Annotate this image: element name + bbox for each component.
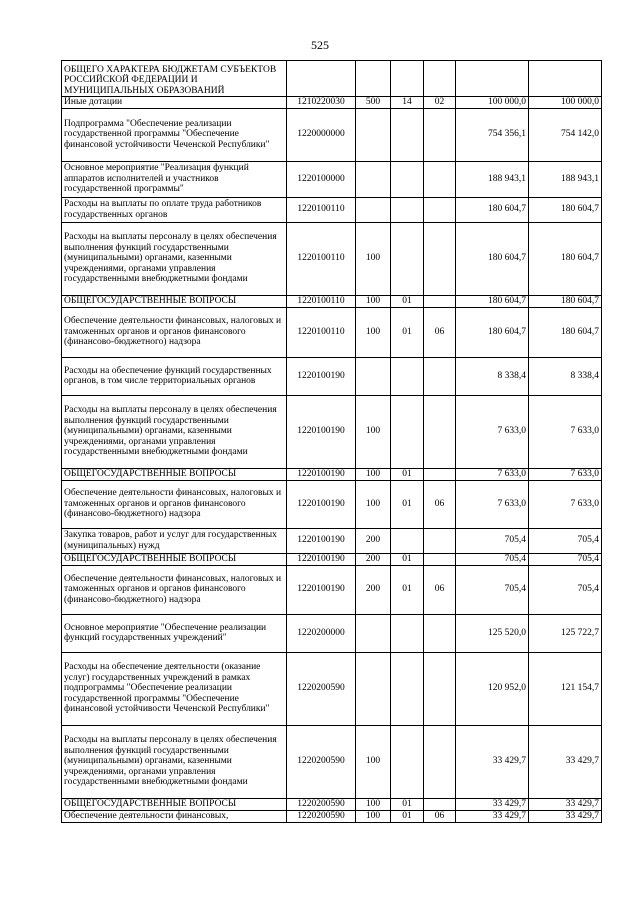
cell-section [391,222,424,295]
cell-section: 01 [391,295,424,307]
table-row [62,61,602,97]
cell-section [391,161,424,197]
cell-subsection [424,197,456,222]
cell-name: ОБЩЕГОСУДАРСТВЕННЫЕ ВОПРОСЫ [62,553,287,565]
budget-table [61,60,602,823]
cell-amount-year1 [456,61,529,97]
cell-subsection [424,725,456,798]
cell-name: ОБЩЕГОСУДАРСТВЕННЫЕ ВОПРОСЫ [62,468,287,480]
cell-target-code: 1220100190 [287,357,356,395]
cell-section: 01 [391,468,424,480]
cell-target-code: 1220100110 [287,197,356,222]
cell-amount-year2: 705,4 [529,565,602,614]
cell-name: Основное мероприятие "Реализация функций аппаратов исполнителей и участников государственной программы" [62,161,287,197]
cell-amount-year2: 125 722,7 [529,614,602,652]
cell-subsection [424,295,456,307]
table-row [62,810,602,822]
table-row [62,565,602,614]
cell-section [391,725,424,798]
cell-section [391,395,424,468]
table-row [62,468,602,480]
cell-target-code: 1220100190 [287,468,356,480]
cell-name: Расходы на выплаты по оплате труда работников государственных органов [62,197,287,222]
cell-expense-type [356,652,391,725]
cell-name: ОБЩЕГО ХАРАКТЕРА БЮДЖЕТАМ СУБЪЕКТОВ РОССИЙСКОЙ ФЕДЕРАЦИИ И МУНИЦИПАЛЬНЫХ ОБРАЗОВАНИЙ [62,61,287,97]
cell-expense-type: 100 [356,307,391,357]
cell-expense-type [356,614,391,652]
cell-amount-year1: 33 429,7 [456,810,529,822]
table-row [62,528,602,553]
cell-amount-year2: 33 429,7 [529,798,602,810]
cell-amount-year1: 7 633,0 [456,395,529,468]
cell-name: Основное мероприятие "Обеспечение реализации функций государственных учреждений" [62,614,287,652]
cell-name: Расходы на выплаты персоналу в целях обеспечения выполнения функций государственными (муниципальными) органами, казенными учреждениями, органами управления государственными внебюджетными фондами [62,725,287,798]
cell-amount-year2: 33 429,7 [529,810,602,822]
cell-name: ОБЩЕГОСУДАРСТВЕННЫЕ ВОПРОСЫ [62,798,287,810]
cell-amount-year2: 7 633,0 [529,395,602,468]
cell-subsection [424,61,456,97]
page-number: 525 [311,38,329,52]
cell-name: Расходы на обеспечение деятельности (оказание услуг) государственных учреждений в рамках подпрограммы "Обеспечение реализации государственной программы "Обеспечение финансовой устойчивости Чеченской Республики" [62,652,287,725]
cell-amount-year2: 33 429,7 [529,725,602,798]
cell-target-code: 1220100110 [287,307,356,357]
cell-target-code: 1220100190 [287,553,356,565]
cell-expense-type [356,357,391,395]
cell-name: ОБЩЕГОСУДАРСТВЕННЫЕ ВОПРОСЫ [62,295,287,307]
cell-expense-type: 200 [356,528,391,553]
cell-amount-year2: 180 604,7 [529,197,602,222]
cell-name: Обеспечение деятельности финансовых, [62,810,287,822]
cell-target-code: 1220100110 [287,295,356,307]
cell-amount-year2: 7 633,0 [529,480,602,528]
cell-expense-type: 200 [356,565,391,614]
cell-expense-type: 100 [356,480,391,528]
cell-subsection [424,614,456,652]
cell-expense-type: 100 [356,725,391,798]
cell-expense-type [356,61,391,97]
cell-section [391,197,424,222]
cell-name: Расходы на выплаты персоналу в целях обеспечения выполнения функций государственными (муниципальными) органами, казенными учреждениями, органами управления государственными внебюджетными фондами [62,395,287,468]
cell-section: 01 [391,553,424,565]
cell-section [391,357,424,395]
cell-subsection: 02 [424,97,456,109]
cell-target-code: 1220100110 [287,222,356,295]
cell-section [391,528,424,553]
cell-amount-year1: 125 520,0 [456,614,529,652]
cell-section [391,614,424,652]
cell-amount-year1: 180 604,7 [456,197,529,222]
table-row [62,161,602,197]
cell-subsection [424,798,456,810]
cell-expense-type: 100 [356,798,391,810]
cell-subsection [424,553,456,565]
cell-amount-year1: 180 604,7 [456,222,529,295]
cell-amount-year1: 8 338,4 [456,357,529,395]
cell-amount-year1: 180 604,7 [456,307,529,357]
table-row [62,197,602,222]
table-row [62,222,602,295]
cell-target-code: 1220100190 [287,528,356,553]
cell-amount-year1: 120 952,0 [456,652,529,725]
cell-amount-year1: 754 356,1 [456,108,529,161]
cell-amount-year1: 188 943,1 [456,161,529,197]
cell-expense-type: 100 [356,395,391,468]
cell-name: Обеспечение деятельности финансовых, налоговых и таможенных органов и органов финансового (финансово-бюджетного) надзора [62,307,287,357]
cell-target-code: 1220200590 [287,798,356,810]
cell-expense-type: 500 [356,97,391,109]
cell-amount-year1: 7 633,0 [456,480,529,528]
cell-expense-type: 100 [356,222,391,295]
cell-amount-year1: 7 633,0 [456,468,529,480]
cell-target-code: 1220100190 [287,565,356,614]
cell-section [391,108,424,161]
cell-target-code: 1220000000 [287,108,356,161]
cell-amount-year2: 8 338,4 [529,357,602,395]
cell-subsection [424,652,456,725]
budget-table-body [62,61,602,823]
cell-amount-year2: 705,4 [529,553,602,565]
cell-amount-year1: 33 429,7 [456,798,529,810]
cell-subsection [424,395,456,468]
cell-subsection [424,528,456,553]
cell-amount-year2: 7 633,0 [529,468,602,480]
cell-expense-type: 100 [356,810,391,822]
table-row [62,97,602,109]
cell-name: Обеспечение деятельности финансовых, налоговых и таможенных органов и органов финансового (финансово-бюджетного) надзора [62,480,287,528]
cell-section: 14 [391,97,424,109]
cell-amount-year1: 100 000,0 [456,97,529,109]
cell-subsection: 06 [424,810,456,822]
table-row [62,553,602,565]
table-row [62,357,602,395]
cell-section [391,652,424,725]
table-row [62,295,602,307]
cell-subsection [424,468,456,480]
cell-amount-year2: 180 604,7 [529,307,602,357]
cell-subsection: 06 [424,480,456,528]
cell-amount-year1: 180 604,7 [456,295,529,307]
cell-target-code: 1220100190 [287,480,356,528]
cell-subsection: 06 [424,307,456,357]
cell-section: 01 [391,810,424,822]
cell-name: Обеспечение деятельности финансовых, налоговых и таможенных органов и органов финансового (финансово-бюджетного) надзора [62,565,287,614]
cell-expense-type: 100 [356,468,391,480]
cell-amount-year1: 33 429,7 [456,725,529,798]
cell-expense-type [356,197,391,222]
cell-name: Закупка товаров, работ и услуг для государственных (муниципальных) нужд [62,528,287,553]
cell-amount-year2: 100 000,0 [529,97,602,109]
cell-target-code [287,61,356,97]
table-row [62,614,602,652]
cell-subsection [424,161,456,197]
cell-target-code: 1220200590 [287,810,356,822]
cell-amount-year2: 754 142,0 [529,108,602,161]
cell-expense-type: 100 [356,295,391,307]
table-row [62,652,602,725]
cell-amount-year2: 180 604,7 [529,295,602,307]
cell-amount-year1: 705,4 [456,565,529,614]
cell-name: Расходы на выплаты персоналу в целях обеспечения выполнения функций государственными (муниципальными) органами, казенными учреждениями, органами управления государственными внебюджетными фондами [62,222,287,295]
cell-target-code: 1220200000 [287,614,356,652]
cell-target-code: 1220100190 [287,395,356,468]
cell-amount-year1: 705,4 [456,528,529,553]
cell-section: 01 [391,480,424,528]
cell-name: Подпрограмма "Обеспечение реализации государственной программы "Обеспечение финансовой устойчивости Чеченской Республики" [62,108,287,161]
cell-target-code: 1220200590 [287,652,356,725]
cell-expense-type: 200 [356,553,391,565]
cell-amount-year2: 188 943,1 [529,161,602,197]
cell-section: 01 [391,307,424,357]
cell-amount-year2: 180 604,7 [529,222,602,295]
cell-target-code: 1220200590 [287,725,356,798]
cell-amount-year2: 705,4 [529,528,602,553]
cell-expense-type [356,161,391,197]
table-row [62,395,602,468]
cell-target-code: 1220100000 [287,161,356,197]
table-row [62,307,602,357]
cell-subsection [424,108,456,161]
table-row [62,725,602,798]
cell-name: Расходы на обеспечение функций государственных органов, в том числе территориальных органов [62,357,287,395]
table-row [62,798,602,810]
table-row [62,480,602,528]
cell-subsection [424,357,456,395]
cell-amount-year2 [529,61,602,97]
cell-subsection: 06 [424,565,456,614]
cell-expense-type [356,108,391,161]
table-row [62,108,602,161]
cell-name: Иные дотации [62,97,287,109]
cell-section [391,61,424,97]
cell-section: 01 [391,565,424,614]
cell-amount-year2: 121 154,7 [529,652,602,725]
cell-amount-year1: 705,4 [456,553,529,565]
cell-subsection [424,222,456,295]
cell-section: 01 [391,798,424,810]
cell-target-code: 1210220030 [287,97,356,109]
